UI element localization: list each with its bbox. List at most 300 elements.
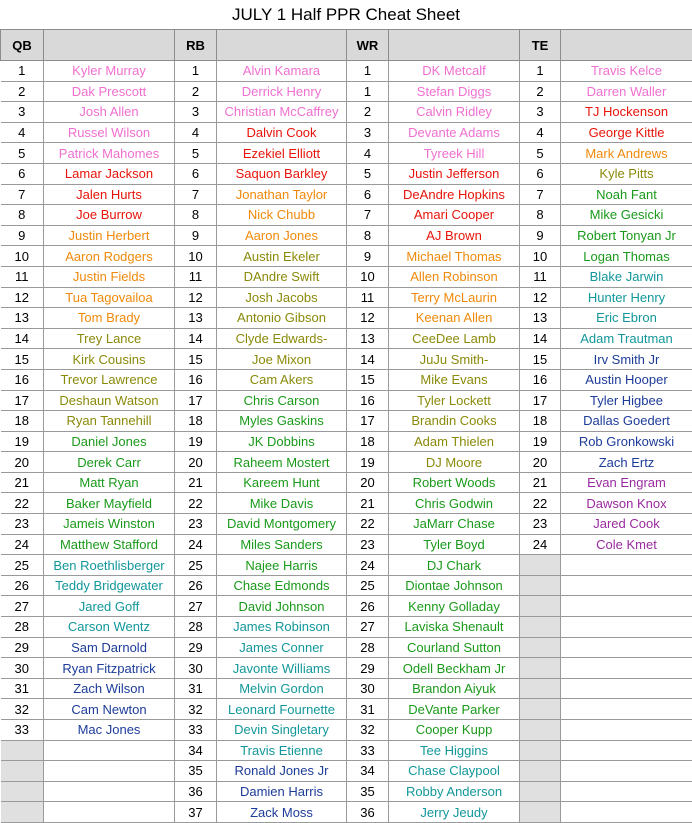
te-rank-cell: 8 (520, 205, 561, 226)
rb-rank-cell: 12 (175, 287, 217, 308)
qb-rank-cell: 15 (1, 349, 44, 370)
table-row (1, 699, 692, 720)
te-player-cell: Dallas Goedert (561, 411, 692, 432)
te-rank-cell: 9 (520, 225, 561, 246)
table-row (1, 225, 692, 246)
qb-player-cell (44, 781, 175, 802)
rb-player-cell: David Johnson (217, 596, 347, 617)
te-player-cell (561, 596, 692, 617)
rb-rank-cell: 22 (175, 493, 217, 514)
wr-player-cell: JaMarr Chase (389, 514, 520, 535)
qb-rank-cell: 13 (1, 308, 44, 329)
qb-player-cell: Baker Mayfield (44, 493, 175, 514)
te-player-cell (561, 637, 692, 658)
te-player-cell: Blake Jarwin (561, 266, 692, 287)
wr-player-cell: Brandon Aiyuk (389, 678, 520, 699)
te-player-cell: Austin Hooper (561, 369, 692, 390)
rb-player-cell: Dalvin Cook (217, 122, 347, 143)
te-rank-cell (520, 617, 561, 638)
table-row (1, 452, 692, 473)
wr-rank-cell: 24 (347, 555, 389, 576)
wr-rank-cell: 23 (347, 534, 389, 555)
wr-rank-cell: 18 (347, 431, 389, 452)
table-row (1, 617, 692, 638)
rb-player-cell: Clyde Edwards- (217, 328, 347, 349)
cheat-sheet-table (0, 29, 692, 823)
wr-rank-cell: 21 (347, 493, 389, 514)
te-player-cell: Evan Engram (561, 472, 692, 493)
table-row (1, 205, 692, 226)
table-row (1, 720, 692, 741)
qb-rank-cell: 11 (1, 266, 44, 287)
wr-player-cell: DeAndre Hopkins (389, 184, 520, 205)
table-row (1, 802, 692, 823)
table-row (1, 431, 692, 452)
table-row (1, 534, 692, 555)
qb-rank-cell (1, 761, 44, 782)
wr-rank-cell: 1 (347, 81, 389, 102)
wr-player-cell: Terry McLaurin (389, 287, 520, 308)
wr-rank-cell: 2 (347, 102, 389, 123)
qb-player-cell: Ryan Tannehill (44, 411, 175, 432)
qb-rank-cell: 4 (1, 122, 44, 143)
rb-rank-cell: 9 (175, 225, 217, 246)
wr-player-cell: Laviska Shenault (389, 617, 520, 638)
rb-player-cell: Derrick Henry (217, 81, 347, 102)
te-rank-cell: 6 (520, 163, 561, 184)
rb-player-cell: Cam Akers (217, 369, 347, 390)
rb-player-cell: Javonte Williams (217, 658, 347, 679)
wr-player-cell: Kenny Golladay (389, 596, 520, 617)
te-rank-cell: 5 (520, 143, 561, 164)
qb-player-cell: Ben Roethlisberger (44, 555, 175, 576)
rb-player-cell: David Montgomery (217, 514, 347, 535)
wr-rank-cell: 1 (347, 61, 389, 82)
rb-player-cell: Travis Etienne (217, 740, 347, 761)
wr-player-cell: Tee Higgins (389, 740, 520, 761)
qb-player-cell: Jared Goff (44, 596, 175, 617)
rb-rank-cell: 16 (175, 369, 217, 390)
rb-rank-cell: 36 (175, 781, 217, 802)
table-row (1, 246, 692, 267)
qb-rank-cell: 18 (1, 411, 44, 432)
te-player-cell: Robert Tonyan Jr (561, 225, 692, 246)
te-rank-cell: 19 (520, 431, 561, 452)
te-rank-cell: 1 (520, 61, 561, 82)
te-rank-cell (520, 720, 561, 741)
qb-rank-cell: 23 (1, 514, 44, 535)
rb-rank-cell: 17 (175, 390, 217, 411)
wr-player-cell: Robert Woods (389, 472, 520, 493)
wr-rank-cell: 14 (347, 349, 389, 370)
wr-player-cell: AJ Brown (389, 225, 520, 246)
rb-player-cell: Austin Ekeler (217, 246, 347, 267)
wr-rank-cell: 28 (347, 637, 389, 658)
header-row (1, 30, 692, 61)
wr-player-cell: CeeDee Lamb (389, 328, 520, 349)
qb-player-cell (44, 802, 175, 823)
wr-rank-cell: 32 (347, 720, 389, 741)
rb-player-cell: JK Dobbins (217, 431, 347, 452)
te-rank-cell: 24 (520, 534, 561, 555)
rb-rank-cell: 10 (175, 246, 217, 267)
wr-rank-cell: 6 (347, 184, 389, 205)
wr-rank-cell: 13 (347, 328, 389, 349)
te-name-header (561, 30, 692, 61)
table-row (1, 328, 692, 349)
wr-rank-cell: 33 (347, 740, 389, 761)
qb-player-cell: Trevor Lawrence (44, 369, 175, 390)
qb-rank-cell: 1 (1, 61, 44, 82)
rb-rank-cell: 26 (175, 575, 217, 596)
rb-rank-cell: 18 (175, 411, 217, 432)
te-player-cell: George Kittle (561, 122, 692, 143)
qb-player-cell (44, 761, 175, 782)
rb-rank-cell: 28 (175, 617, 217, 638)
rb-rank-cell: 34 (175, 740, 217, 761)
rb-player-cell: Miles Sanders (217, 534, 347, 555)
te-player-cell: Adam Trautman (561, 328, 692, 349)
qb-rank-cell: 25 (1, 555, 44, 576)
wr-player-cell: Chris Godwin (389, 493, 520, 514)
te-player-cell (561, 761, 692, 782)
wr-rank-cell: 25 (347, 575, 389, 596)
rb-player-cell: Ezekiel Elliott (217, 143, 347, 164)
table-row (1, 761, 692, 782)
rb-header: RB (175, 30, 217, 61)
rb-player-cell: Kareem Hunt (217, 472, 347, 493)
te-rank-cell: 20 (520, 452, 561, 473)
wr-player-cell: JuJu Smith- (389, 349, 520, 370)
te-rank-cell (520, 761, 561, 782)
qb-rank-cell: 24 (1, 534, 44, 555)
te-player-cell (561, 740, 692, 761)
wr-rank-cell: 12 (347, 308, 389, 329)
rb-player-cell: Josh Jacobs (217, 287, 347, 308)
qb-player-cell (44, 740, 175, 761)
te-player-cell (561, 617, 692, 638)
qb-player-cell: Josh Allen (44, 102, 175, 123)
qb-rank-cell: 21 (1, 472, 44, 493)
table-row (1, 514, 692, 535)
rb-rank-cell: 23 (175, 514, 217, 535)
rb-player-cell: Jonathan Taylor (217, 184, 347, 205)
wr-player-cell: DJ Chark (389, 555, 520, 576)
wr-rank-cell: 7 (347, 205, 389, 226)
te-player-cell: Noah Fant (561, 184, 692, 205)
qb-player-cell: Tua Tagovailoa (44, 287, 175, 308)
wr-rank-cell: 4 (347, 143, 389, 164)
te-player-cell (561, 699, 692, 720)
rb-player-cell: Alvin Kamara (217, 61, 347, 82)
te-player-cell (561, 678, 692, 699)
te-player-cell: Zach Ertz (561, 452, 692, 473)
table-row (1, 390, 692, 411)
qb-player-cell: Daniel Jones (44, 431, 175, 452)
te-rank-cell (520, 678, 561, 699)
wr-player-cell: Robby Anderson (389, 781, 520, 802)
table-row (1, 61, 692, 82)
wr-player-cell: Allen Robinson (389, 266, 520, 287)
rb-player-cell: Ronald Jones Jr (217, 761, 347, 782)
te-rank-cell: 2 (520, 81, 561, 102)
qb-rank-cell: 28 (1, 617, 44, 638)
wr-player-cell: Devante Adams (389, 122, 520, 143)
te-rank-cell: 13 (520, 308, 561, 329)
table-row (1, 493, 692, 514)
table-row (1, 678, 692, 699)
wr-player-cell: Calvin Ridley (389, 102, 520, 123)
qb-rank-cell: 5 (1, 143, 44, 164)
rb-rank-cell: 37 (175, 802, 217, 823)
table-row (1, 143, 692, 164)
qb-rank-cell: 8 (1, 205, 44, 226)
te-rank-cell: 7 (520, 184, 561, 205)
te-rank-cell: 3 (520, 102, 561, 123)
te-rank-cell: 14 (520, 328, 561, 349)
rb-rank-cell: 21 (175, 472, 217, 493)
rb-player-cell: Aaron Jones (217, 225, 347, 246)
rb-player-cell: Melvin Gordon (217, 678, 347, 699)
table-row (1, 266, 692, 287)
rb-rank-cell: 4 (175, 122, 217, 143)
te-rank-cell: 4 (520, 122, 561, 143)
wr-header: WR (347, 30, 389, 61)
table-row (1, 81, 692, 102)
te-rank-cell (520, 699, 561, 720)
rb-rank-cell: 6 (175, 163, 217, 184)
rb-rank-cell: 30 (175, 658, 217, 679)
qb-player-cell: Russel Wilson (44, 122, 175, 143)
rb-player-cell: Christian McCaffrey (217, 102, 347, 123)
wr-rank-cell: 22 (347, 514, 389, 535)
qb-rank-cell: 14 (1, 328, 44, 349)
wr-player-cell: Mike Evans (389, 369, 520, 390)
wr-rank-cell: 35 (347, 781, 389, 802)
qb-player-cell: Zach Wilson (44, 678, 175, 699)
rb-rank-cell: 24 (175, 534, 217, 555)
wr-player-cell: Brandin Cooks (389, 411, 520, 432)
qb-rank-cell: 12 (1, 287, 44, 308)
wr-rank-cell: 29 (347, 658, 389, 679)
table-row (1, 411, 692, 432)
rb-player-cell: Antonio Gibson (217, 308, 347, 329)
rb-player-cell: Joe Mixon (217, 349, 347, 370)
te-rank-cell: 18 (520, 411, 561, 432)
qb-rank-cell: 33 (1, 720, 44, 741)
qb-rank-cell: 7 (1, 184, 44, 205)
te-player-cell (561, 658, 692, 679)
qb-rank-cell: 27 (1, 596, 44, 617)
te-player-cell: Hunter Henry (561, 287, 692, 308)
te-rank-cell: 15 (520, 349, 561, 370)
rb-rank-cell: 19 (175, 431, 217, 452)
wr-rank-cell: 8 (347, 225, 389, 246)
qb-rank-cell: 29 (1, 637, 44, 658)
wr-rank-cell: 15 (347, 369, 389, 390)
wr-rank-cell: 17 (347, 411, 389, 432)
rb-rank-cell: 20 (175, 452, 217, 473)
rb-rank-cell: 27 (175, 596, 217, 617)
table-row (1, 287, 692, 308)
qb-player-cell: Carson Wentz (44, 617, 175, 638)
qb-player-cell: Teddy Bridgewater (44, 575, 175, 596)
rb-player-cell: Chase Edmonds (217, 575, 347, 596)
te-rank-cell: 10 (520, 246, 561, 267)
qb-player-cell: Cam Newton (44, 699, 175, 720)
rb-player-cell: Damien Harris (217, 781, 347, 802)
table-row (1, 658, 692, 679)
qb-rank-cell: 32 (1, 699, 44, 720)
wr-rank-cell: 19 (347, 452, 389, 473)
qb-rank-cell: 16 (1, 369, 44, 390)
rb-rank-cell: 32 (175, 699, 217, 720)
wr-rank-cell: 34 (347, 761, 389, 782)
te-rank-cell: 21 (520, 472, 561, 493)
table-row (1, 472, 692, 493)
te-player-cell (561, 781, 692, 802)
wr-rank-cell: 27 (347, 617, 389, 638)
qb-player-cell: Sam Darnold (44, 637, 175, 658)
table-row (1, 596, 692, 617)
qb-player-cell: Kyler Murray (44, 61, 175, 82)
rb-player-cell: Chris Carson (217, 390, 347, 411)
qb-player-cell: Kirk Cousins (44, 349, 175, 370)
table-row (1, 575, 692, 596)
qb-name-header (44, 30, 175, 61)
te-player-cell: Mike Gesicki (561, 205, 692, 226)
te-player-cell: Jared Cook (561, 514, 692, 535)
rb-rank-cell: 25 (175, 555, 217, 576)
te-rank-cell (520, 637, 561, 658)
rb-player-cell: Zack Moss (217, 802, 347, 823)
wr-player-cell: Stefan Diggs (389, 81, 520, 102)
te-player-cell: Mark Andrews (561, 143, 692, 164)
qb-player-cell: Aaron Rodgers (44, 246, 175, 267)
wr-player-cell: Courland Sutton (389, 637, 520, 658)
wr-player-cell: Adam Thielen (389, 431, 520, 452)
rb-player-cell: Raheem Mostert (217, 452, 347, 473)
rb-rank-cell: 2 (175, 81, 217, 102)
qb-rank-cell: 3 (1, 102, 44, 123)
qb-player-cell: Ryan Fitzpatrick (44, 658, 175, 679)
table-row (1, 122, 692, 143)
qb-rank-cell (1, 802, 44, 823)
te-rank-cell: 17 (520, 390, 561, 411)
qb-player-cell: Matthew Stafford (44, 534, 175, 555)
rb-rank-cell: 5 (175, 143, 217, 164)
table-row (1, 349, 692, 370)
wr-rank-cell: 20 (347, 472, 389, 493)
wr-rank-cell: 10 (347, 266, 389, 287)
wr-rank-cell: 26 (347, 596, 389, 617)
qb-header: QB (1, 30, 44, 61)
te-player-cell: Dawson Knox (561, 493, 692, 514)
qb-player-cell: Jameis Winston (44, 514, 175, 535)
te-rank-cell: 23 (520, 514, 561, 535)
table-row (1, 184, 692, 205)
qb-player-cell: Patrick Mahomes (44, 143, 175, 164)
wr-rank-cell: 3 (347, 122, 389, 143)
rb-player-cell: Leonard Fournette (217, 699, 347, 720)
te-header: TE (520, 30, 561, 61)
qb-rank-cell: 31 (1, 678, 44, 699)
qb-rank-cell: 6 (1, 163, 44, 184)
rb-player-cell: Najee Harris (217, 555, 347, 576)
qb-player-cell: Dak Prescott (44, 81, 175, 102)
te-player-cell: Darren Waller (561, 81, 692, 102)
rb-player-cell: Nick Chubb (217, 205, 347, 226)
te-rank-cell (520, 555, 561, 576)
wr-player-cell: Cooper Kupp (389, 720, 520, 741)
rb-player-cell: DAndre Swift (217, 266, 347, 287)
qb-rank-cell: 22 (1, 493, 44, 514)
te-rank-cell (520, 575, 561, 596)
wr-rank-cell: 36 (347, 802, 389, 823)
te-rank-cell: 12 (520, 287, 561, 308)
qb-player-cell: Joe Burrow (44, 205, 175, 226)
wr-player-cell: Diontae Johnson (389, 575, 520, 596)
te-player-cell: Tyler Higbee (561, 390, 692, 411)
qb-rank-cell: 26 (1, 575, 44, 596)
rb-rank-cell: 3 (175, 102, 217, 123)
te-rank-cell (520, 658, 561, 679)
wr-player-cell: DJ Moore (389, 452, 520, 473)
qb-rank-cell: 10 (1, 246, 44, 267)
qb-player-cell: Deshaun Watson (44, 390, 175, 411)
qb-player-cell: Derek Carr (44, 452, 175, 473)
wr-player-cell: Tyreek Hill (389, 143, 520, 164)
table-row (1, 637, 692, 658)
rb-rank-cell: 35 (175, 761, 217, 782)
te-rank-cell: 22 (520, 493, 561, 514)
table-row (1, 781, 692, 802)
te-player-cell: Travis Kelce (561, 61, 692, 82)
wr-rank-cell: 9 (347, 246, 389, 267)
rb-player-cell: Myles Gaskins (217, 411, 347, 432)
qb-player-cell: Jalen Hurts (44, 184, 175, 205)
te-player-cell: Kyle Pitts (561, 163, 692, 184)
qb-rank-cell: 2 (1, 81, 44, 102)
qb-rank-cell (1, 781, 44, 802)
qb-player-cell: Lamar Jackson (44, 163, 175, 184)
rb-rank-cell: 7 (175, 184, 217, 205)
te-rank-cell (520, 596, 561, 617)
te-rank-cell (520, 740, 561, 761)
rb-rank-cell: 1 (175, 61, 217, 82)
sheet-title: JULY 1 Half PPR Cheat Sheet (231, 5, 461, 24)
qb-rank-cell: 30 (1, 658, 44, 679)
qb-rank-cell (1, 740, 44, 761)
table-row (1, 102, 692, 123)
table-row (1, 308, 692, 329)
rb-rank-cell: 13 (175, 308, 217, 329)
table-row (1, 163, 692, 184)
qb-rank-cell: 9 (1, 225, 44, 246)
te-player-cell: Rob Gronkowski (561, 431, 692, 452)
te-player-cell: TJ Hockenson (561, 102, 692, 123)
wr-rank-cell: 5 (347, 163, 389, 184)
rb-rank-cell: 31 (175, 678, 217, 699)
te-player-cell: Irv Smith Jr (561, 349, 692, 370)
rb-rank-cell: 15 (175, 349, 217, 370)
rb-rank-cell: 11 (175, 266, 217, 287)
rb-rank-cell: 14 (175, 328, 217, 349)
wr-rank-cell: 16 (347, 390, 389, 411)
qb-player-cell: Tom Brady (44, 308, 175, 329)
wr-player-cell: Amari Cooper (389, 205, 520, 226)
wr-player-cell: DeVante Parker (389, 699, 520, 720)
